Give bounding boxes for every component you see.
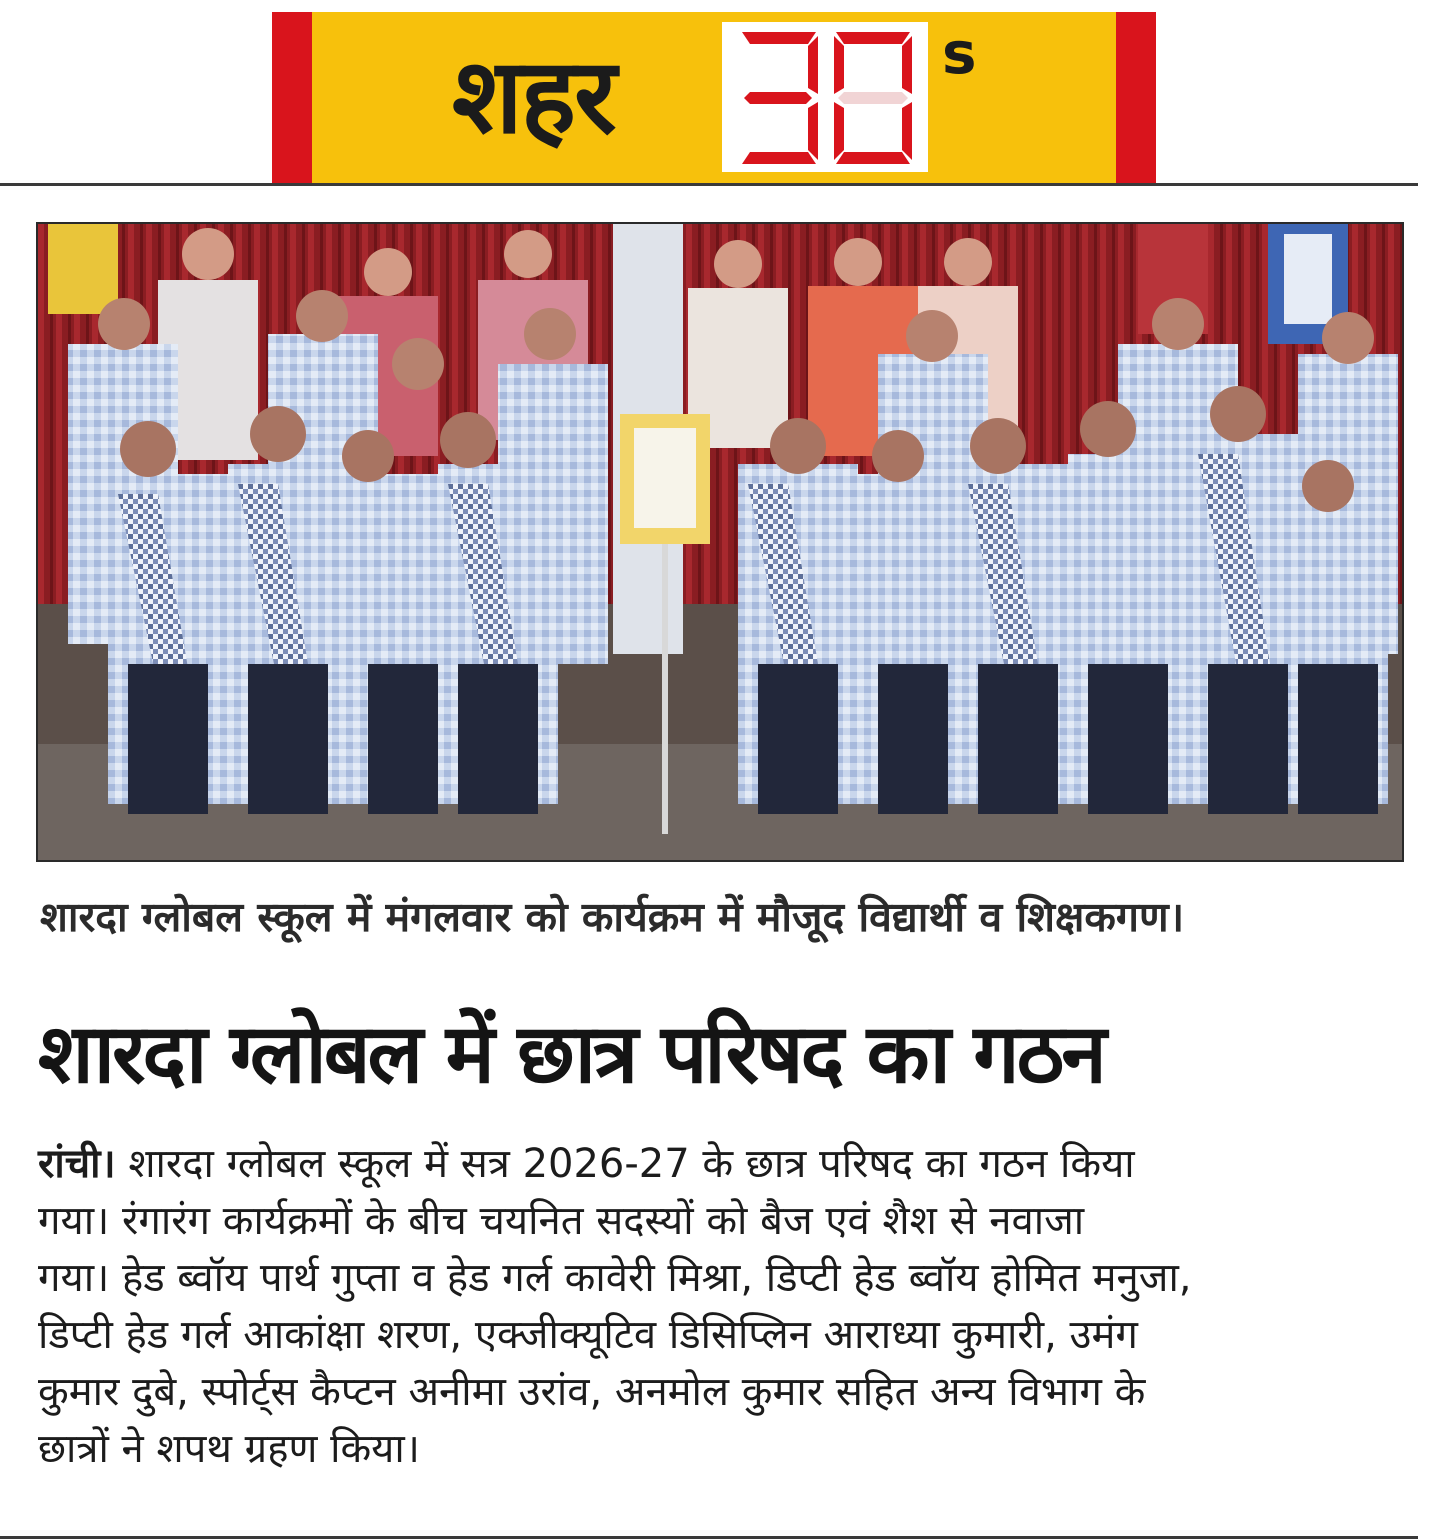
masthead-word: शहर [452,35,615,157]
group-photo-icon [38,224,1402,860]
masthead-number [722,22,928,172]
masthead [272,12,1156,184]
masthead-right-band [1116,12,1156,184]
masthead-left-band [272,12,312,184]
dateline: रांची। [38,1141,116,1187]
body-line-5: कुमार दुबे, स्पोर्ट्स कैप्टन अनीमा उरांव, अनमोल कुमार सहित अन्य विभाग के [38,1369,1146,1415]
segment-digits-icon [736,32,916,164]
body-line-6: छात्रों ने शपथ ग्रहण किया। [38,1426,420,1472]
body-line-2: गया। रंगारंग कार्यक्रमों के बीच चयनित सदस्यों को बैज एवं शैश से नवाजा [38,1198,1085,1244]
headline: शारदा ग्लोबल में छात्र परिषद का गठन [38,1007,1104,1102]
top-rule [0,183,1418,186]
masthead-suffix: s [942,19,977,87]
group-photo [36,222,1404,862]
body-line-4: डिप्टी हेड गर्ल आकांक्षा शरण, एक्जीक्यूटिव डिसिप्लिन आराध्या कुमारी, उमंग [38,1312,1138,1358]
body-line-3: गया। हेड ब्वॉय पार्थ गुप्ता व हेड गर्ल कावेरी मिश्रा, डिप्टी हेड ब्वॉय होमित मनुजा, [38,1255,1192,1301]
photo-caption: शारदा ग्लोबल स्कूल में मंगलवार को कार्यक्रम में मौजूद विद्यार्थी व शिक्षकगण। [40,893,1185,941]
article-body [38,1136,1418,1478]
body-line-1-text: शारदा ग्लोबल स्कूल में सत्र 2026-27 के छात्र परिषद का गठन किया [115,1141,1135,1187]
body-line-1 [38,1136,1418,1193]
bottom-rule [0,1536,1418,1539]
